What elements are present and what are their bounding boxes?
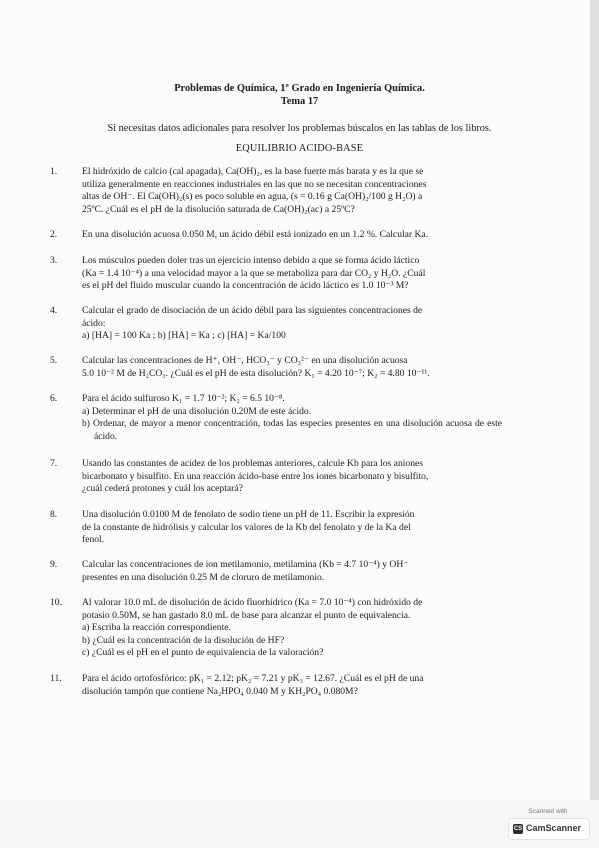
problem-number: 9. bbox=[50, 559, 58, 570]
problem-10 bbox=[50, 597, 502, 660]
problem-7 bbox=[50, 458, 502, 496]
problem-line: Los músculos pueden doler tras un ejercicio intenso debido a que se forma ácido láctico bbox=[82, 255, 420, 266]
problem-line: utiliza generalmente en reacciones industriales en las que no se necesitan concentraciones bbox=[82, 178, 427, 190]
problem-line: (Ka = 1.4 10⁻⁴) a una velocidad mayor a la que se metaboliza para dar CO₂ y H₂O. ¿Cuál bbox=[82, 267, 426, 279]
problem-number: 11. bbox=[50, 673, 62, 684]
problem-number: 8. bbox=[50, 509, 58, 520]
problem-5 bbox=[50, 355, 502, 380]
problem-line: Calcular las concentraciones de ion metilamonio, metilamina (Kb = 4.7 10⁻⁴) y OH⁻ bbox=[82, 559, 409, 570]
problem-line: Para el ácido sulfuroso K₁ = 1.7 10⁻²; K₂ = 6.5 10⁻⁸. bbox=[82, 393, 285, 404]
problem-line: disolución tampón que contiene Na₂HPO₄ 0.040 M y KH₂PO₄ 0.080M? bbox=[82, 685, 358, 697]
camscanner-brand: CamScanner bbox=[526, 823, 582, 833]
problem-line: En una disolución acuosa 0.050 M, un ácido débil está ionizado en un 1.2 %. Calcular Ka. bbox=[82, 229, 429, 240]
problem-line: de la constante de hidrólisis y calcular los valores de la Kb del fenolato y de la Ka del bbox=[82, 521, 411, 533]
camscanner-watermark bbox=[508, 808, 588, 840]
problem-line: 25ºC. ¿Cuál es el pH de la disolución saturada de Ca(OH)₂(ac) a 25ºC? bbox=[82, 203, 355, 215]
problem-number: 10. bbox=[50, 597, 62, 608]
problem-number: 1. bbox=[50, 166, 58, 177]
problem-line: Usando las constantes de acidez de los problemas anteriores, calcule Kb para los aniones bbox=[82, 458, 423, 469]
sub-question-a: a) Determinar el pH de una disolución 0.20M de este ácido. bbox=[82, 405, 312, 417]
problem-4 bbox=[50, 305, 502, 343]
problem-line: altas de OH⁻. El Ca(OH)₂(s) es poco soluble en agua, (s = 0.16 g Ca(OH)₂/100 g H₂O) a bbox=[82, 191, 423, 203]
problem-number: 2. bbox=[50, 229, 58, 240]
problem-line: fenol. bbox=[82, 534, 105, 546]
sub-question-b: b) ¿Cuál es la concentración de la disolución de HF? bbox=[82, 634, 285, 646]
problem-line: es el pH del fluido muscular cuando la concentración de ácido láctico es 1.0 10⁻³ M? bbox=[82, 280, 409, 292]
sub-question-c: c) ¿Cuál es el pH en el punto de equivalencia de la valoración? bbox=[82, 647, 324, 659]
problem-number: 3. bbox=[50, 255, 58, 266]
sub-question-b: b) Ordenar, de mayor a menor concentración, todas las especies presentes en una disolución acuosa de este ácido. bbox=[82, 418, 502, 442]
problem-number: 7. bbox=[50, 458, 58, 469]
sub-question-a: a) Escriba la reacción correspondiente. bbox=[82, 622, 231, 634]
problem-line: Calcular el grado de disociación de un ácido débil para las siguientes concentraciones de bbox=[82, 305, 423, 316]
problem-2 bbox=[50, 229, 502, 242]
problem-line: potasio 0.50M, se han gastado 8.0 mL de base para alcanzar el punto de equivalencia. bbox=[82, 609, 411, 621]
problem-6 bbox=[50, 393, 502, 443]
problem-number: 5. bbox=[50, 355, 58, 366]
problem-9 bbox=[50, 559, 502, 584]
problem-number: 6. bbox=[50, 393, 58, 404]
problem-line: bicarbonato y bisulfito. En una reacción ácido-base entre los iones bicarbonato y bisulfito, bbox=[82, 470, 429, 482]
camscanner-badge bbox=[508, 818, 590, 840]
problem-line: a) [HA] = 100 Ka ; b) [HA] = Ka ; c) [HA] = Ka/100 bbox=[82, 330, 286, 342]
problem-line: Una disolución 0.0100 M de fenolato de sodio tiene un pH de 11. Escribir la expresión bbox=[82, 509, 415, 520]
problem-line: ¿cuál cederá protones y cuál los aceptará? bbox=[82, 483, 243, 495]
instructions-text: Si necesitas datos adicionales para resolver los problemas búscalos en las tablas de los libros. bbox=[107, 123, 492, 134]
problem-8 bbox=[50, 509, 502, 547]
problem-line: Al valorar 10.0 mL de disolución de ácido fluorhídrico (Ka = 7.0 10⁻⁴) con hidróxido de bbox=[82, 597, 423, 608]
problem-1 bbox=[50, 166, 502, 216]
problem-line: 5.0 10⁻² M de H₂CO₃. ¿Cuál es el pH de esta disolución? K₁ = 4.20 10⁻⁷; K₂ = 4.80 10⁻¹¹. bbox=[82, 367, 430, 379]
problem-line: presentes en una disolución 0.25 M de cloruro de metilamonio. bbox=[82, 571, 325, 583]
document-subtitle: Tema 17 bbox=[280, 96, 319, 107]
document-title: Problemas de Química, 1º Grado en Ingeniería Química. bbox=[174, 83, 425, 94]
problem-line: Calcular las concentraciones de H⁺, OH⁻, HCO₃⁻ y CO₃²⁻ en una disolución acuosa bbox=[82, 355, 408, 366]
problem-11 bbox=[50, 673, 502, 698]
problem-number: 4. bbox=[50, 305, 58, 316]
problem-line: El hidróxido de calcio (cal apagada), Ca(OH)₂, es la base fuerte más barata y es la que se bbox=[82, 166, 424, 177]
section-heading: EQUILIBRIO ACIDO-BASE bbox=[235, 143, 364, 154]
problem-line: ácido: bbox=[82, 317, 106, 329]
camscanner-logo-icon: CS bbox=[513, 826, 523, 832]
scanned-with-caption: Scanned with bbox=[528, 808, 568, 815]
problem-3 bbox=[50, 255, 502, 293]
problem-line: Para el ácido ortofosfórico: pK₁ = 2.12; pK₂ = 7.21 y pK₃ = 12.67. ¿Cuál es el pH de una bbox=[82, 673, 424, 684]
